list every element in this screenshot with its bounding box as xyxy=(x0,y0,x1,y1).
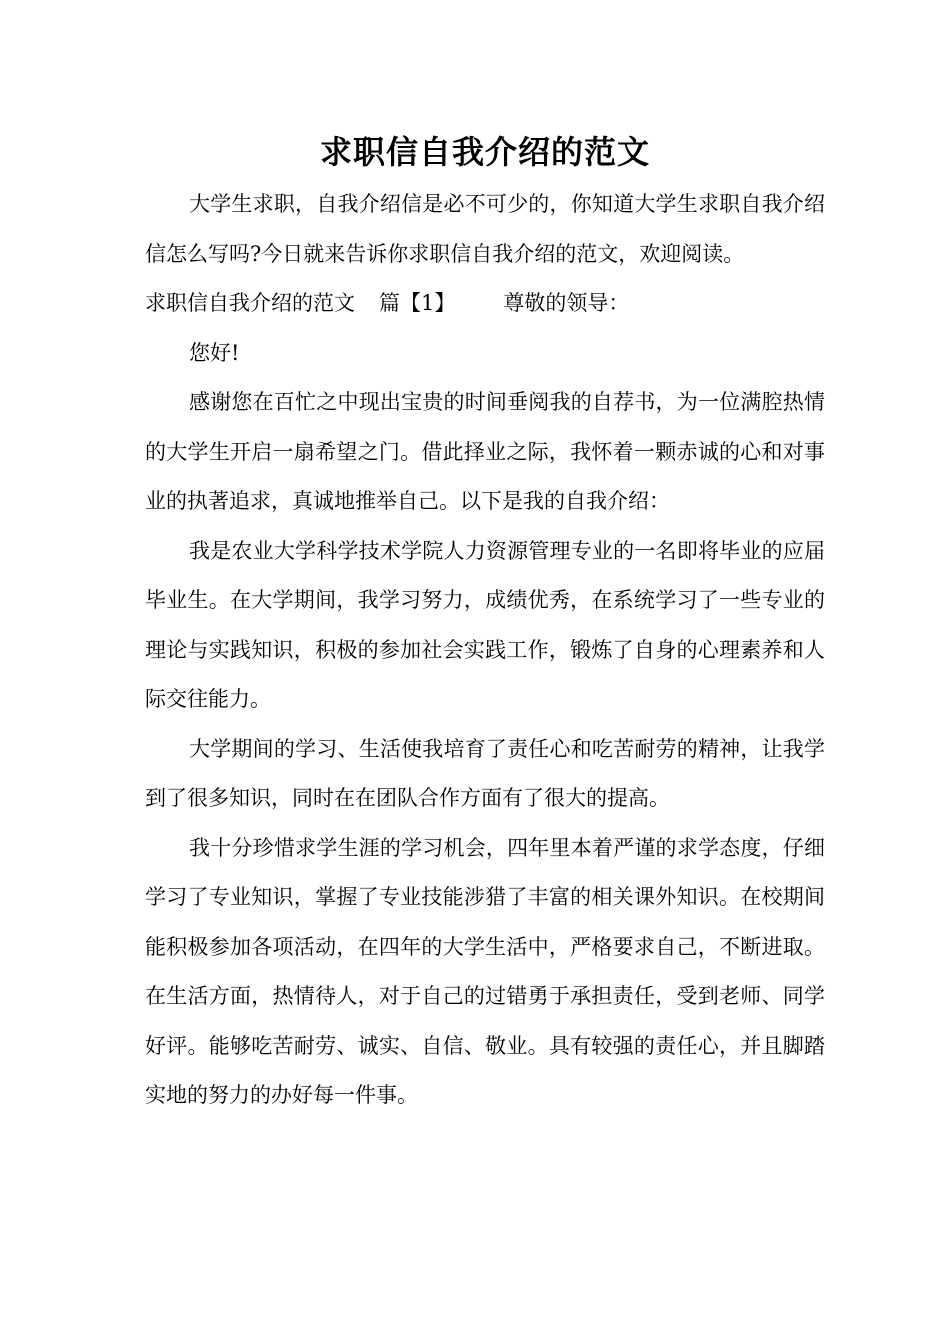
section-heading-line xyxy=(145,279,825,329)
salutation: 尊敬的领导： xyxy=(503,291,630,315)
body-paragraph-3: 大学期间的学习、生活使我培育了责任心和吃苦耐劳的精神，让我学到了很多知识，同时在在团队合作方面有了很大的提高。 xyxy=(145,736,825,810)
section-heading-number: 篇【1】 xyxy=(379,291,456,315)
document-page xyxy=(145,128,825,1121)
greeting: 您好! xyxy=(189,340,240,365)
section-heading-name: 求职信自我介绍的范文 xyxy=(145,291,355,315)
document-title: 求职信自我介绍的范文 xyxy=(319,133,650,171)
body-paragraph-4: 我十分珍惜求学生涯的学习机会，四年里本着严谨的求学态度，仔细学习了专业知识，掌握了专业技能涉猎了丰富的相关课外知识。在校期间能积极参加各项活动，在四年的大学生活中，严格要求自己，不断进取。在生活方面，热情待人，对于自己的过错勇于承担责任，受到老师、同学好评。能够吃苦耐劳、诚实、自信、敬业。具有较强的责任心，并且脚踏实地的努力的办好每一件事。 xyxy=(145,835,825,1107)
body-paragraph-1: 感谢您在百忙之中现出宝贵的时间垂阅我的自荐书，为一位满腔热情的大学生开启一扇希望之门。借此择业之际，我怀着一颗赤诚的心和对事业的执著追求，真诚地推举自己。以下是我的自我介绍： xyxy=(145,390,825,513)
intro-paragraph: 大学生求职，自我介绍信是必不可少的，你知道大学生求职自我介绍信怎么写吗?今日就来告诉你求职信自我介绍的范文，欢迎阅读。 xyxy=(145,192,825,266)
body-paragraph-2: 我是农业大学科学技术学院人力资源管理专业的一名即将毕业的应届毕业生。在大学期间，我学习努力，成绩优秀，在系统学习了一些专业的理论与实践知识，积极的参加社会实践工作，锻炼了自身的心理素养和人际交往能力。 xyxy=(145,538,825,711)
